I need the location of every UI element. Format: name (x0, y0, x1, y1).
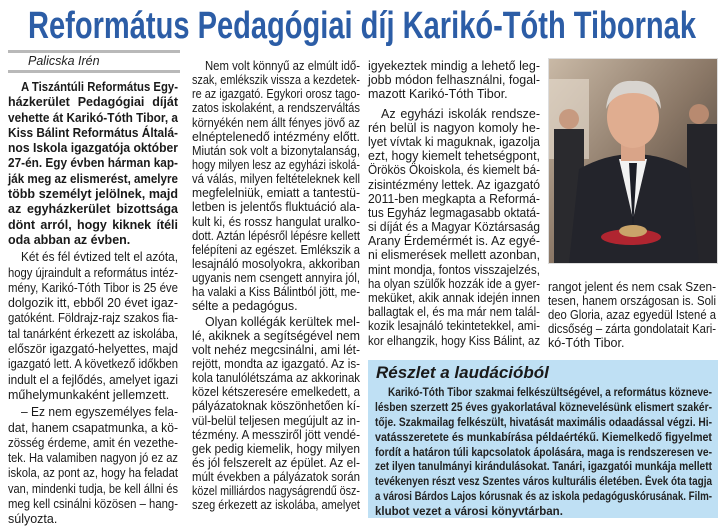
text-line: zösség érdeme, amit én vezethe- (8, 435, 178, 450)
text-line: mazott Karikó-Tóth Tibor. (368, 87, 508, 102)
text-line: oda abban az évben. (8, 232, 131, 247)
text-line: kó-Tóth Tibor. (548, 336, 625, 350)
text-line: hogy újraindult a református intéz- (8, 265, 178, 280)
text-line: van, mindenki tudja, be kell állni és (8, 481, 178, 496)
text-line: dott. Aztán lépésről lépésre kellett (192, 228, 360, 243)
paragraph (192, 59, 360, 314)
text-line: kult ki, és rossz hangulat uralko- (192, 214, 360, 229)
byline-bottom-rule (8, 70, 180, 73)
text-line: házkerület Pedagógiai díját (8, 95, 178, 110)
text-line: tek. Ha valamiben nagyon jó ez az (8, 451, 178, 466)
text-line: deo Gloria, azaz egyedül Istené a (548, 308, 716, 322)
text-line: tője. Szakmailag felkészült, hivatását maximális odaadással végzi. Hi- (375, 416, 712, 429)
text-line: közel kétszeresére emelkedett, a (192, 385, 360, 400)
paragraph (368, 59, 540, 102)
article-column-4 (548, 280, 716, 350)
text-line: meküket, akik annak idején innen (368, 291, 540, 305)
paragraph (8, 250, 178, 403)
text-line: zisintézmény lettek. Az igazgató (368, 177, 540, 192)
text-line: kozik lesajnáló tekintetekkel, ami- (368, 319, 540, 334)
text-line: Karikó-Tóth Tibor szakmai felkészültségével, a református közneve- (388, 387, 712, 399)
paragraph (548, 280, 716, 350)
text-line: igyekeztek mindig a lehető leg- (368, 59, 540, 73)
text-line: iskola, az pont az, hogy ha feladat (8, 466, 178, 481)
text-line: környékén nem állt fényes jövő az (192, 115, 360, 130)
text-line: A Tiszántúli Református Egy- (21, 80, 178, 94)
text-line: tal tanárként érkezett az iskolába, (8, 326, 178, 341)
text-line: ugyanis nem csengett annyira jól, (192, 271, 360, 286)
paragraph (375, 386, 712, 520)
text-line: szak, emlékszik vissza a kezdetek- (192, 73, 360, 88)
text-line: mény, Karikó-Tóth Tibor is 25 éve (8, 280, 178, 295)
text-line: si díját és a Magyar Köztársaság (368, 220, 540, 235)
text-line: tevékenyen részt vesz Szentes város kulturális életében. Évek óta tagja (375, 476, 712, 489)
text-line: először igazgató-helyettes, majd (8, 342, 178, 357)
text-line: ezt, hogy kiemelt tehetségpont, (368, 149, 540, 164)
text-line: ni elismerések mellett azonban, (368, 248, 540, 263)
text-line: lésben szerzett 25 éves gyakorlatával köznevelésünk elismert szakér- (375, 401, 712, 414)
text-line: vehette át Karikó-Tóth Tibor, a (8, 110, 178, 125)
text-line: ha olyan szülők hozzák ide a gyer- (368, 276, 540, 291)
text-line: elnéptelenedő intézmény előtt. (192, 129, 360, 144)
text-line: sélte a pedagógus. (192, 299, 298, 314)
text-line: Miután sok volt a bizonytalanság, (192, 143, 360, 158)
text-line: a városi Bárdos Lajos kórusnak és az iskola pedagóguskórusának. Film- (375, 491, 712, 504)
text-line: dat, hanem csapatmunka, a kö- (8, 420, 178, 435)
text-line: 27-én. Egy évben hárman kap- (8, 156, 178, 171)
text-line: zatos iskolaként, a rendszerváltás (192, 101, 360, 116)
article-column-1 (8, 80, 178, 530)
text-line: Kiss Bálint Református Általá- (8, 125, 178, 140)
text-line: több személyt jelölnek, majd (8, 187, 178, 202)
text-line: kor elhangzik, hogy Kiss Bálint, az (368, 333, 540, 348)
text-line: vül-belül teljesen megújult az in- (192, 413, 360, 428)
text-line: vá válás, milyen feltételeknek kell (192, 172, 360, 187)
text-line: súlyozta. (8, 512, 58, 527)
article-column-2 (192, 59, 360, 514)
text-line: az egyházkerület bizottsága (8, 202, 178, 217)
text-line: zet ilyen tanulmányi kirándulásokat. Tanári, igazgatói munkája mellett (375, 461, 712, 474)
text-line: volt nehéz megcsinálni, ami lét- (192, 342, 360, 357)
text-line: tus Egyház legmagasabb oktatá- (368, 205, 540, 220)
portrait-image (549, 59, 717, 263)
text-line: letben is jelentős fluktuáció ala- (192, 200, 360, 215)
text-line: Az egyházi iskolák rendsze- (381, 106, 540, 121)
text-line: lé, akiknek a segítségével nem (192, 328, 360, 343)
text-line: dicsőség – zárta gondolatait Kari- (548, 322, 716, 336)
text-line: hogy milyen lesz az egyházi iskolá- (192, 157, 360, 172)
text-line: Arany Érdemérmét is. Az egyé- (368, 234, 540, 249)
article-column-3 (368, 59, 540, 353)
text-line: Örökös Ökoiskola, és kiemelt bá- (368, 163, 540, 178)
text-line: – Ez nem egyszemélyes fela- (21, 405, 178, 420)
lead-paragraph (8, 80, 178, 248)
text-line: rangot jelent és nem csak Szen- (548, 280, 716, 294)
text-line: dönt arról, hogy kiknek ítéli (8, 217, 178, 232)
text-line: Olyan kollégák kerültek mel- (205, 314, 360, 329)
text-line: meg kell csinálni közösen – hang- (8, 497, 178, 512)
text-line: pályázatoknak köszönhetően kí- (192, 399, 360, 414)
text-line: közel milliárdos nagyságrendű ösz- (192, 484, 360, 499)
text-line: fordít a határon túli kapcsolatok ápolására, maga is rendszeresen ve- (375, 446, 712, 459)
text-line: igazgató lett. A következő időkben (8, 357, 178, 372)
laudation-excerpt-box (368, 360, 718, 518)
text-line: gatóként. Földrajz-rajz szakos fia- (8, 311, 178, 326)
paragraph (8, 405, 178, 527)
portrait-photo (548, 58, 718, 264)
text-line: megfelelniük, emiatt a tantestü- (192, 186, 360, 201)
text-line: múlt években a pályázatok során (192, 470, 360, 485)
text-line: indult el a fejlődés, amelyet igazi (8, 372, 178, 387)
text-line: kola tanulólétszáma az akkorinak (192, 371, 360, 386)
laudation-body (375, 386, 712, 520)
text-line: vatásszeretete és munkabírása példaértékű. Kiemelkedő figyelmet (375, 431, 712, 444)
text-line: ha valaki a Kiss Bálintból jött, me- (192, 285, 360, 300)
article-title: Református Pedagógiai díj Karikó-Tóth Tibornak (28, 5, 696, 47)
text-line: Nem volt könnyű az elmúlt idő- (205, 59, 360, 73)
text-line: mint mondja, fontos visszajelzés, (368, 262, 540, 277)
text-line: re az igazgató. Egykori orosz tago- (192, 87, 360, 102)
text-line: ballagtak el, és ma már nem talál- (368, 305, 540, 320)
text-line: felépíteni az egészet. Emlékszik a (192, 242, 360, 257)
text-line: rén belül is nagyon komoly he- (368, 120, 540, 135)
byline-author: Palicska Irén (28, 54, 100, 68)
text-line: lyet vívtak ki maguknak, igazolja (368, 134, 540, 149)
text-line: tézmény. A messziről jött vendé- (192, 427, 360, 442)
laudation-title: Részlet a laudációból (376, 363, 549, 382)
text-line: klubot vezet a városi könyvtárban. (375, 506, 563, 519)
paragraph (368, 107, 540, 348)
text-line: lesajnáló mosolyokra, akkoriban (192, 256, 360, 271)
paragraph (192, 315, 360, 513)
text-line: dolgozik itt, ebből 20 évet igaz- (8, 296, 178, 311)
text-line: szeg érkezett az iskolába, amelyet (192, 498, 360, 513)
text-line: ják meg az elismerést, amelyre (8, 171, 178, 186)
text-line: tesen, hanem országosan is. Soli (548, 294, 716, 308)
text-line: gek pedig kiemelik, hogy milyen (192, 441, 360, 456)
text-line: 2011-ben megkapta a Reformá- (368, 191, 540, 206)
byline-top-rule (8, 50, 180, 53)
text-line: jobb módon felhasználni, fogal- (368, 73, 540, 88)
text-line: rejött, mondta az igazgató. Az is- (192, 356, 360, 371)
text-line: műhelymunkaként jellemzett. (8, 387, 170, 402)
text-line: Két és fél évtized telt el azóta, (21, 250, 178, 265)
text-line: és jól felszerelt az épület. Az el- (192, 455, 360, 470)
text-line: nos Iskola igazgatója október (8, 141, 178, 156)
